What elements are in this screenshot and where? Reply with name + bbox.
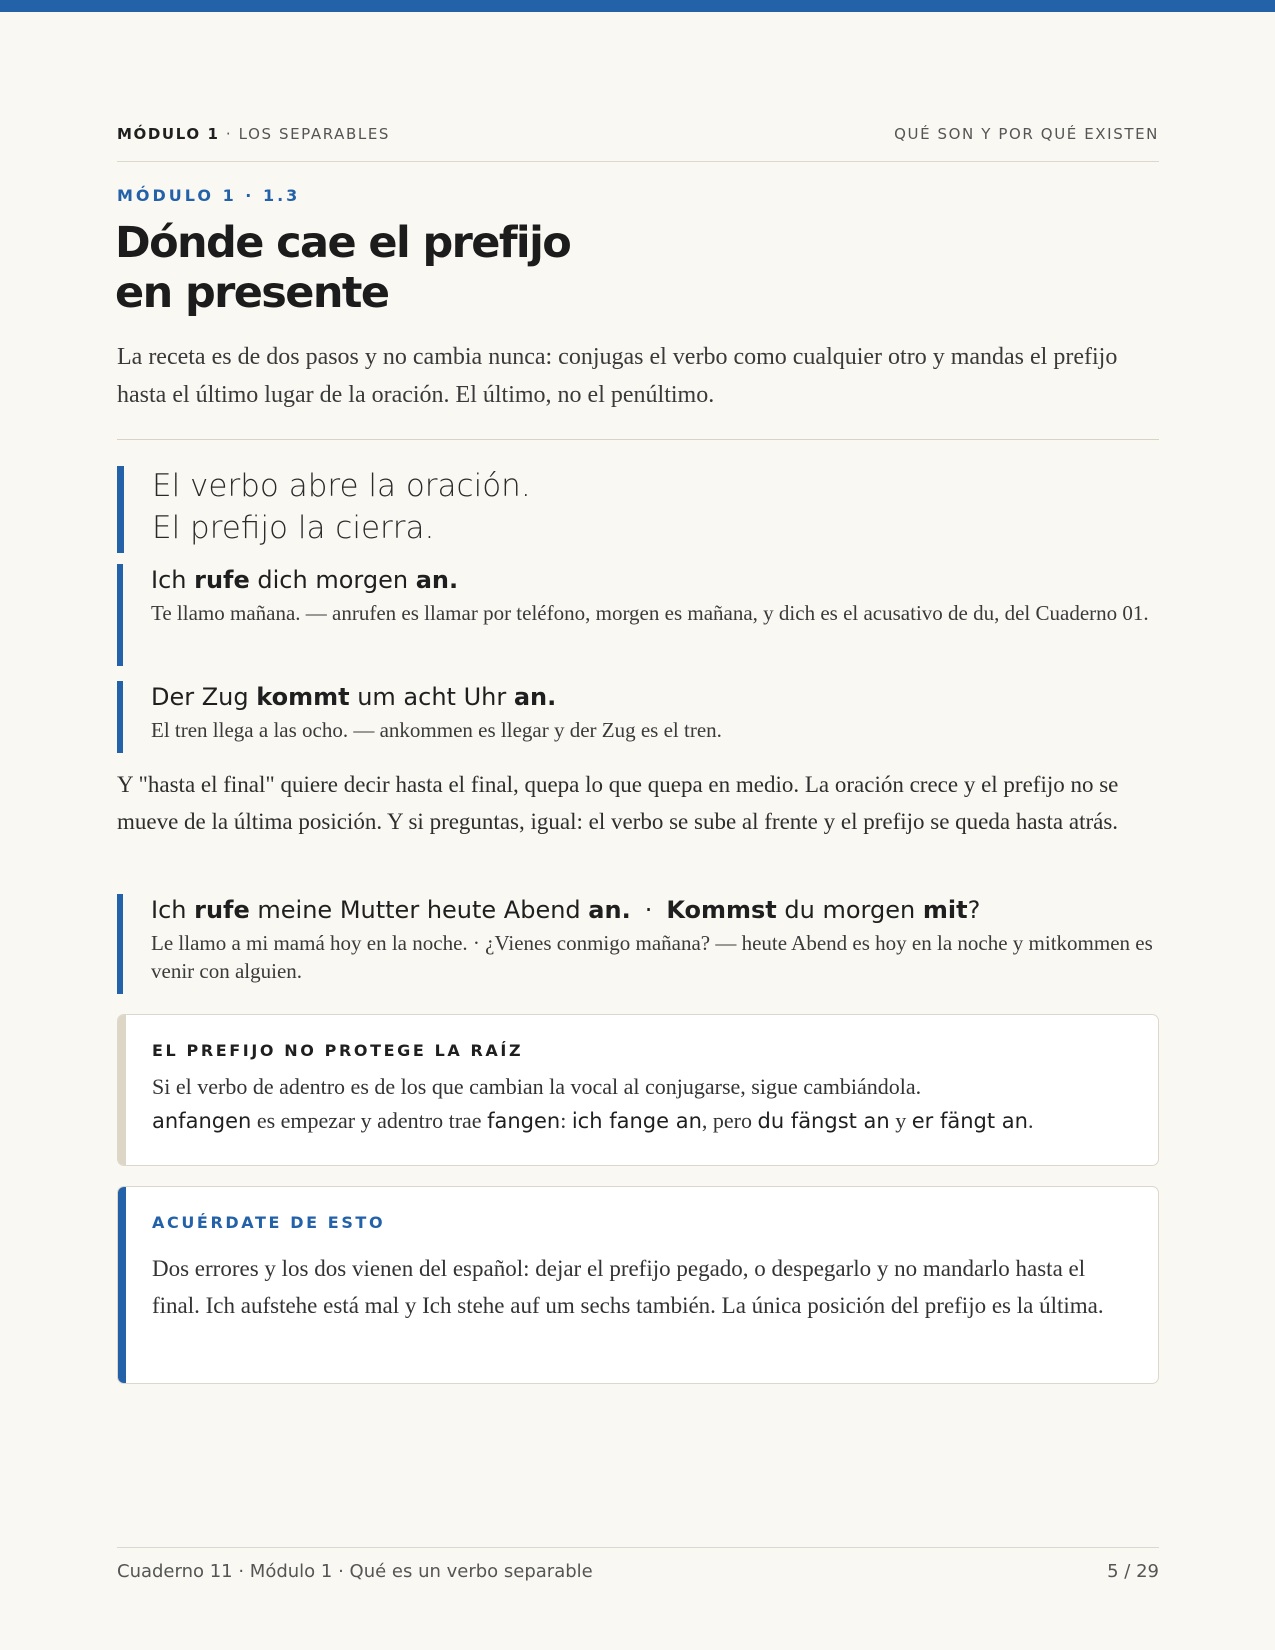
note-text: : xyxy=(560,1108,572,1133)
note-label: EL PREFIJO NO PROTEGE LA RAÍZ xyxy=(152,1041,524,1060)
note-text: es empezar y adentro trae xyxy=(251,1108,488,1133)
term: du fängst an xyxy=(757,1109,890,1133)
example-translation: Te llamo mañana. — anrufen es llamar por teléfono, morgen es mañana, y dich es el acusativo de du, del Cuaderno 01. xyxy=(151,601,1149,625)
top-accent-bar xyxy=(0,0,1275,12)
page-title xyxy=(115,218,570,318)
note-label: ACUÉRDATE DE ESTO xyxy=(152,1213,386,1232)
term: er fängt an xyxy=(911,1109,1028,1133)
term: anfangen xyxy=(152,1109,252,1133)
header-section: LOS SEPARABLES xyxy=(238,125,391,143)
example-german xyxy=(151,564,1167,596)
note-text: y xyxy=(889,1108,912,1133)
example-2 xyxy=(117,681,1167,753)
de-prefix: mit xyxy=(922,896,968,924)
running-header xyxy=(117,125,1159,143)
de-text: Ich xyxy=(151,896,195,924)
header-right: QUÉ SON Y POR QUÉ EXISTEN xyxy=(894,125,1159,143)
note-remember xyxy=(117,1186,1159,1384)
de-separator: · xyxy=(644,896,653,924)
header-divider xyxy=(117,161,1159,162)
example-translation: Le llamo a mi mamá hoy en la noche. · ¿Vienes conmigo mañana? — heute Abend es hoy en la noche y mitkommen es venir con alguien. xyxy=(151,931,1153,983)
de-text: Ich xyxy=(151,566,195,594)
de-verb: rufe xyxy=(194,566,250,594)
pull-quote xyxy=(117,466,531,553)
page-footer xyxy=(117,1561,1159,1582)
body-paragraph: Y "hasta el final" quiere decir hasta el final, quepa lo que quepa en medio. La oración crece y el prefijo no se mueve de la última posición. Y si preguntas, igual: el verbo se sube al frente y el prefijo se queda hasta atrás. xyxy=(117,772,1119,834)
section-kicker: MÓDULO 1 · 1.3 xyxy=(117,186,301,205)
de-verb: rufe xyxy=(194,896,250,924)
quote-line-1: El verbo abre la oración. xyxy=(152,468,531,504)
quote-line-2: El prefijo la cierra. xyxy=(152,510,435,546)
example-german xyxy=(151,681,1167,713)
de-verb: Kommst xyxy=(666,896,777,924)
de-text: Der Zug xyxy=(151,683,257,711)
example-translation: El tren llega a las ocho. — ankommen es llegar y der Zug es el tren. xyxy=(151,718,722,742)
de-prefix: an. xyxy=(513,683,557,711)
page-number: 5 / 29 xyxy=(1107,1561,1159,1582)
footer-divider xyxy=(117,1547,1159,1548)
de-text: um acht Uhr xyxy=(349,683,514,711)
intro-divider xyxy=(117,439,1159,440)
header-module: MÓDULO 1 xyxy=(117,125,220,143)
de-text: du morgen xyxy=(776,896,923,924)
note-body: Dos errores y los dos vienen del español: dejar el prefijo pegado, o despegarlo y no mandarlo hasta el final. Ich aufstehe está mal y Ich stehe auf um sechs también. La única posición del prefijo es la última. xyxy=(152,1256,1104,1318)
de-prefix: an. xyxy=(588,896,631,924)
note-line-1: Si el verbo de adentro es de los que cambian la vocal al conjugarse, sigue cambiándola. xyxy=(152,1074,922,1099)
header-dot: · xyxy=(219,125,239,143)
title-line-2: en presente xyxy=(115,268,389,318)
de-verb: kommt xyxy=(256,683,350,711)
header-left xyxy=(117,125,390,143)
footer-left: Cuaderno 11 · Módulo 1 · Qué es un verbo separable xyxy=(117,1561,593,1582)
example-3 xyxy=(117,894,1167,994)
example-german xyxy=(151,894,1167,926)
term: fangen xyxy=(487,1109,561,1133)
term: ich fange an xyxy=(571,1109,702,1133)
note-prefix-root xyxy=(117,1014,1159,1166)
note-text: , pero xyxy=(701,1108,758,1133)
de-text: dich morgen xyxy=(249,566,416,594)
de-text: ? xyxy=(967,896,981,924)
de-prefix: an. xyxy=(415,566,459,594)
de-text: meine Mutter heute Abend xyxy=(249,896,589,924)
note-line-2 xyxy=(152,1104,1158,1138)
title-line-1: Dónde cae el prefijo xyxy=(115,218,571,268)
note-text: . xyxy=(1027,1108,1034,1133)
intro-paragraph: La receta es de dos pasos y no cambia nunca: conjugas el verbo como cualquier otro y mandas el prefijo hasta el último lugar de la oración. El último, no el penúltimo. xyxy=(117,344,1118,408)
example-1 xyxy=(117,564,1167,666)
